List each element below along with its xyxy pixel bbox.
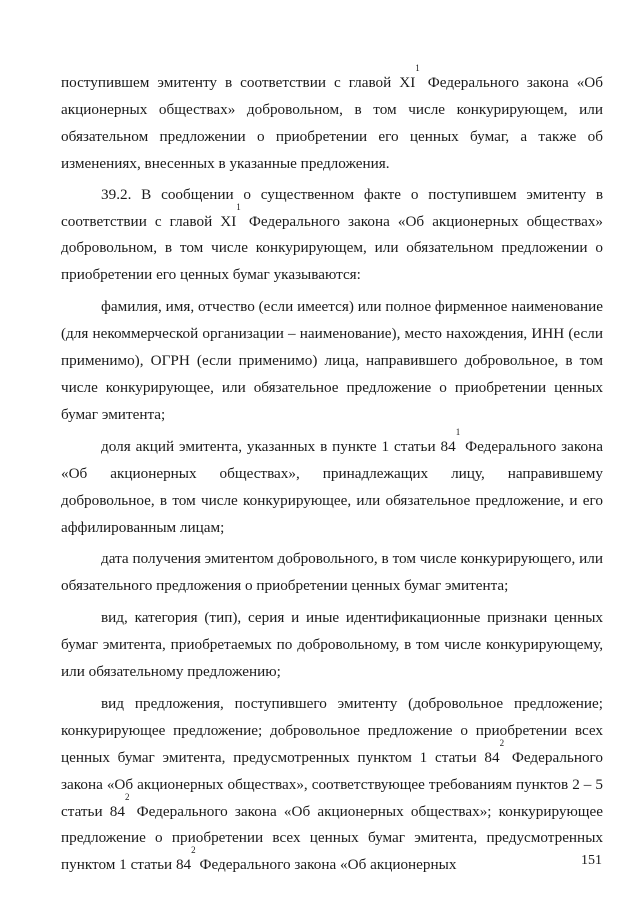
paragraph — [61, 426, 603, 542]
paragraph-text: Федерального закона «Об акционерных обществах» добровольном, в том числе конкурирующем, или обязательном предложении о приобретении его ценных бумаг указываются: — [61, 212, 604, 284]
superscript-number: 2 — [191, 845, 196, 856]
paragraph — [61, 691, 603, 879]
superscript-number: 1 — [455, 426, 461, 437]
paragraph-text: 39.2. В сообщении о существенном факте о поступившем эмитенту в соответствии с главой XI — [61, 185, 603, 230]
paragraph-text: доля акций эмитента, указанных в пункте 1 статьи 84 — [101, 437, 456, 455]
superscript-number: 2 — [124, 791, 130, 802]
superscript-number: 1 — [236, 201, 241, 212]
paragraph — [61, 294, 603, 429]
paragraph-text: Федерального закона «Об акционерных обществах»; конкурирующее предложение о приобретении всех ценных бумаг эмитента, предусмотренных пунктом 1 статьи 84 — [61, 802, 603, 874]
paragraph — [61, 605, 603, 686]
paragraph — [61, 546, 603, 600]
document-body — [61, 63, 604, 884]
paragraph-text: вид предложения, поступившего эмитенту (добровольное предложение; конкурирующее предложение; добровольное предложение о приобретении всех ценных бумаг эмитента, предусмотренных пунктом 1 статьи 84 — [61, 694, 603, 766]
paragraph — [61, 182, 603, 290]
paragraph-text: Федерального закона «Об акционерных обществах», соответствующее требованиям пунктов 2 – 5 статьи 84 — [61, 748, 603, 820]
paragraph-text: фамилия, имя, отчество (если имеется) или полное фирменное наименование (для некоммерческой организации – наименование), место нахождения, ИНН (если применимо), ОГРН (если применимо) лица, направившего добровольное, в том числе конкурирующее, или обязательное предложение о приобретении ценных бумаг эмитента; — [61, 298, 603, 423]
paragraph-text: поступившем эмитенту в соответствии с главой XI — [61, 74, 416, 91]
paragraph-text: Федерального закона «Об акционерных обществах» добровольном, в том числе конкурирующем, или обязательном предложении о приобретении его ценных бумаг, а также об изменениях, внесенных в указанные предложения. — [61, 74, 604, 172]
paragraph-text: дата получения эмитентом добровольного, в том числе конкурирующего, или обязательного предложения о приобретении ценных бумаг эмитента; — [61, 550, 603, 595]
paragraph — [61, 63, 604, 178]
paragraph-text: Федерального закона «Об акционерных — [195, 856, 457, 874]
paragraph-text: вид, категория (тип), серия и иные идентификационные признаки ценных бумаг эмитента, приобретаемых по добровольному, в том числе конкурирующему, или обязательному предложению; — [61, 609, 603, 681]
paragraph-text: Федерального закона «Об акционерных обществах», принадлежащих лицу, направившему добровольное, в том числе конкурирующее, или обязательное предложение, и его аффилированным лицам; — [61, 437, 603, 536]
superscript-number: 1 — [415, 63, 420, 73]
superscript-number: 2 — [499, 737, 505, 748]
page-number: 151 — [581, 853, 602, 868]
